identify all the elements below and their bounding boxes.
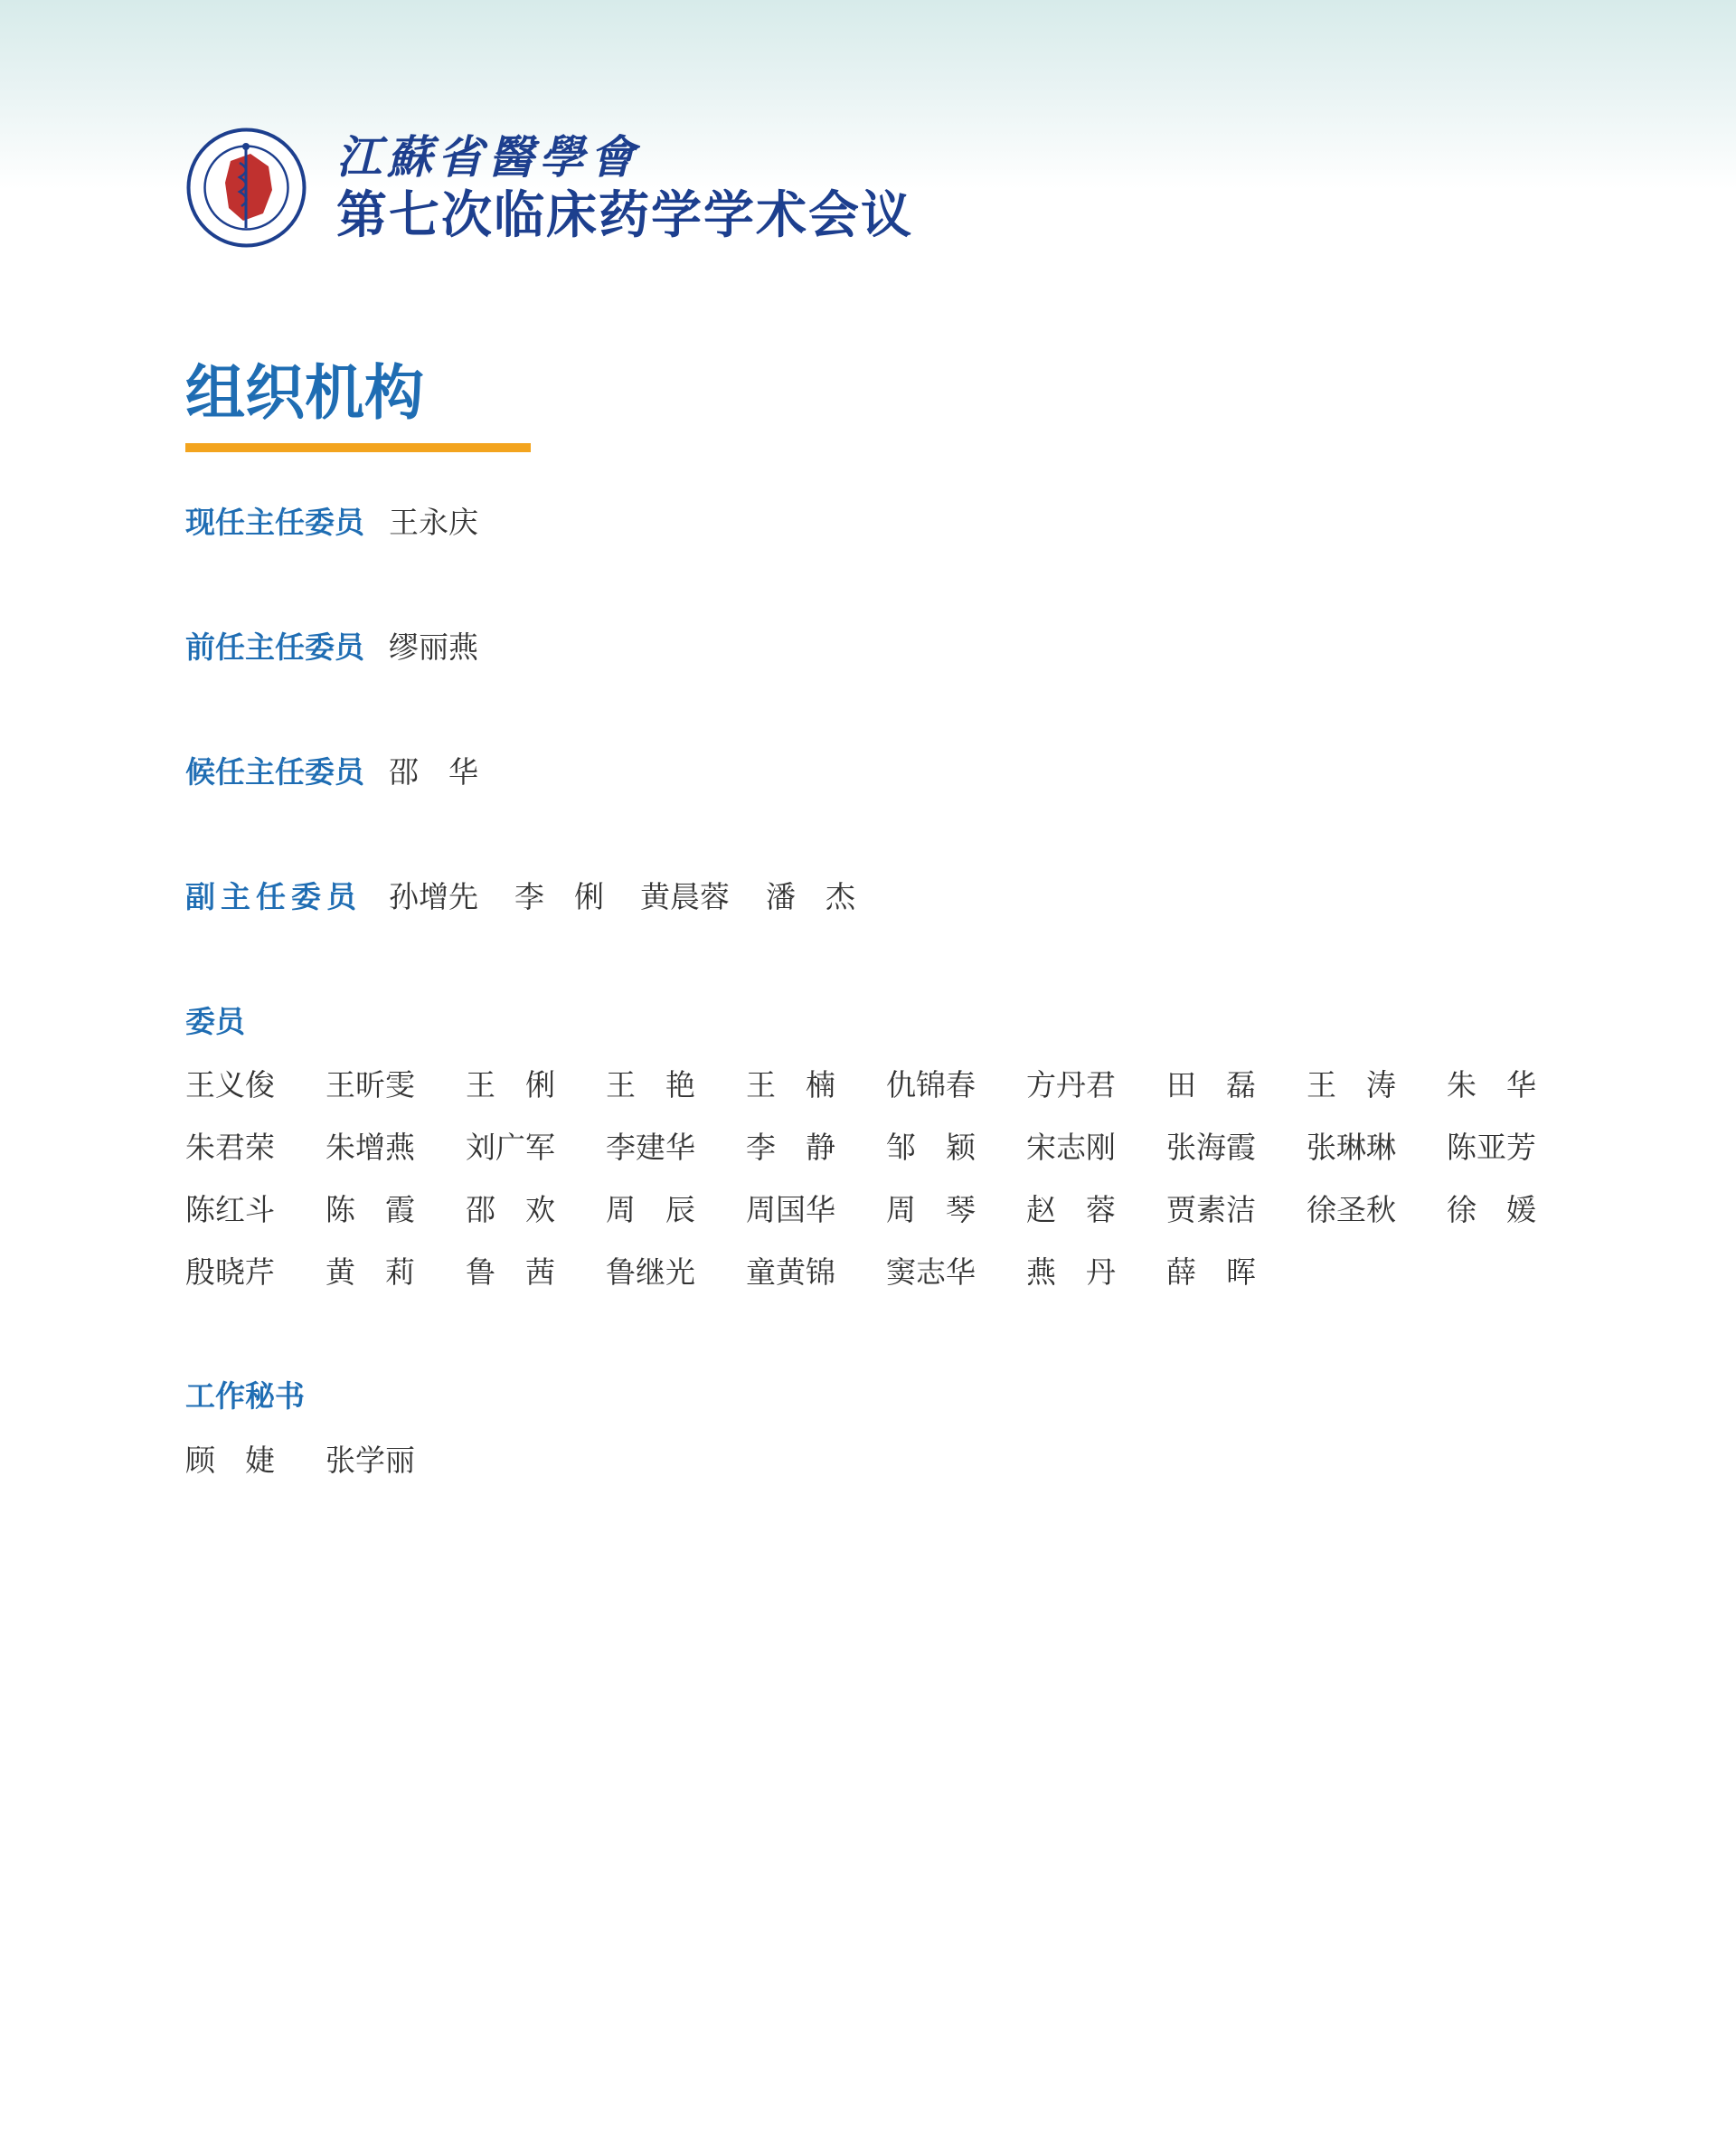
role-names — [389, 625, 514, 670]
person-name: 宋志刚 — [1026, 1130, 1116, 1165]
person-name: 童黄锦 — [746, 1254, 835, 1290]
person-name: 王 俐 — [466, 1067, 555, 1102]
role-former-chair — [185, 625, 514, 670]
person-name: 徐圣秋 — [1307, 1192, 1396, 1227]
role-incoming-chair — [185, 750, 514, 795]
person-name: 薛 晖 — [1166, 1254, 1256, 1290]
role-names — [389, 500, 514, 545]
person-name: 邵 欢 — [466, 1192, 555, 1227]
person-name: 周 辰 — [606, 1192, 695, 1227]
person-name: 陈亚芳 — [1447, 1130, 1536, 1165]
person-name: 方丹君 — [1026, 1067, 1116, 1102]
role-vice-chairs — [185, 875, 892, 920]
person-name: 张学丽 — [326, 1443, 415, 1478]
person-name: 刘广军 — [466, 1130, 555, 1165]
association-name: 江蘇省醫學會 — [336, 129, 640, 184]
conference-name: 第七次临床药学学术会议 — [336, 185, 913, 245]
role-label: 候任主任委员 — [185, 754, 364, 790]
person-name: 朱 华 — [1447, 1067, 1536, 1102]
person-name: 燕 丹 — [1026, 1254, 1116, 1290]
person-name: 朱君荣 — [185, 1130, 275, 1165]
person-name: 周 琴 — [886, 1192, 976, 1227]
person-name: 殷晓芹 — [185, 1254, 275, 1290]
role-current-chair — [185, 500, 514, 545]
section-title: 组织机构 — [185, 358, 424, 428]
person-name: 王 涛 — [1307, 1067, 1396, 1102]
person-name: 周国华 — [746, 1192, 835, 1227]
person-name: 顾 婕 — [185, 1443, 275, 1478]
person-name: 黄晨蓉 — [640, 879, 730, 914]
association-logo — [185, 127, 307, 249]
person-name: 邵 华 — [389, 754, 478, 790]
person-name: 黄 莉 — [326, 1254, 415, 1290]
secretaries-grid — [185, 1434, 466, 1488]
person-name: 赵 蓉 — [1026, 1192, 1116, 1227]
person-name: 鲁 茜 — [466, 1254, 555, 1290]
title-underline — [185, 443, 531, 452]
person-name: 王永庆 — [389, 505, 478, 540]
person-name: 王昕雯 — [326, 1067, 415, 1102]
role-names — [389, 750, 514, 795]
role-label: 副主任委员 — [185, 879, 362, 914]
person-name: 潘 杰 — [766, 879, 855, 914]
role-names — [389, 875, 892, 920]
person-name: 田 磊 — [1166, 1067, 1256, 1102]
person-name: 缪丽燕 — [389, 629, 478, 665]
members-label: 委员 — [185, 1004, 245, 1039]
secretaries-label: 工作秘书 — [185, 1378, 305, 1414]
person-name: 李建华 — [606, 1130, 695, 1165]
person-name: 仇锦春 — [886, 1067, 976, 1102]
person-name: 张海霞 — [1166, 1130, 1256, 1165]
members-grid — [185, 1058, 1596, 1308]
person-name: 王 艳 — [606, 1067, 695, 1102]
role-label: 前任主任委员 — [185, 629, 364, 665]
person-name: 张琳琳 — [1307, 1130, 1396, 1165]
person-name: 贾素洁 — [1166, 1192, 1256, 1227]
person-name: 王 楠 — [746, 1067, 835, 1102]
person-name: 邹 颖 — [886, 1130, 976, 1165]
person-name: 孙增先 — [389, 879, 478, 914]
role-label: 现任主任委员 — [185, 505, 364, 540]
person-name: 王义俊 — [185, 1067, 275, 1102]
person-name: 窦志华 — [886, 1254, 976, 1290]
person-name: 陈红斗 — [185, 1192, 275, 1227]
conference-header — [185, 127, 913, 249]
person-name: 鲁继光 — [606, 1254, 695, 1290]
person-name: 陈 霞 — [326, 1192, 415, 1227]
person-name: 李 静 — [746, 1130, 835, 1165]
person-name: 朱增燕 — [326, 1130, 415, 1165]
person-name: 徐 媛 — [1447, 1192, 1536, 1227]
person-name: 李 俐 — [514, 879, 604, 914]
